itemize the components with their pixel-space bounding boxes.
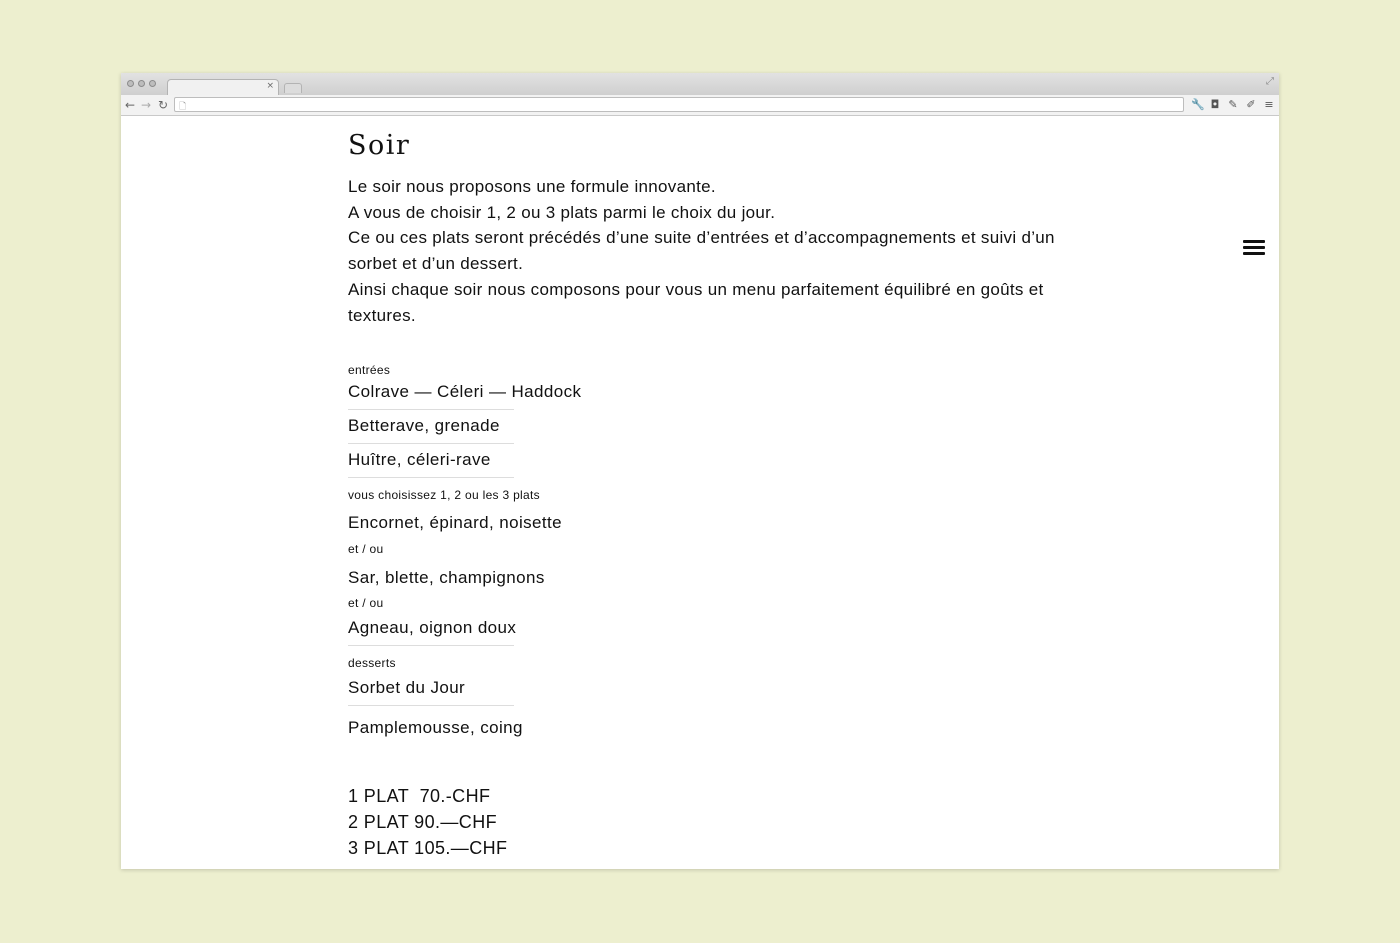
intro-paragraph: Ce ou ces plats seront précédés d’une suite d’entrées et d’accompagnements et suivi d’un sorbet et d’un dessert.	[348, 228, 1055, 274]
dish-main: Agneau, oignon doux	[348, 618, 517, 638]
wrench-icon[interactable]: 🔧	[1191, 98, 1205, 111]
price-line: 1 PLAT 70.-CHF	[348, 786, 491, 807]
and-or-label: et / ou	[348, 542, 384, 557]
and-or-label: et / ou	[348, 596, 384, 611]
price-list	[348, 784, 1068, 861]
intro-paragraph: Le soir nous proposons une formule innovante.	[348, 177, 716, 196]
dish-dessert: Sorbet du Jour	[348, 678, 466, 698]
page-title: Soir	[348, 130, 411, 161]
page-icon: 🗋	[179, 102, 187, 112]
browser-menu-icon[interactable]: ≡	[1264, 98, 1274, 111]
evernote-icon[interactable]: ✎	[1228, 98, 1238, 111]
pocket-icon[interactable]: ◘	[1210, 98, 1220, 111]
choice-label: vous choisissez 1, 2 ou les 3 plats	[348, 488, 540, 503]
reload-icon[interactable]: ↻	[158, 98, 169, 112]
hamburger-menu-icon[interactable]	[1243, 240, 1265, 256]
intro-paragraph: A vous de choisir 1, 2 ou 3 plats parmi le choix du jour.	[348, 202, 776, 222]
tab-close-icon[interactable]: ×	[266, 81, 274, 91]
divider	[348, 477, 514, 478]
entrees-label: entrées	[348, 363, 391, 378]
divider	[348, 409, 514, 410]
browser-tab[interactable]	[167, 79, 279, 95]
dish-entree: Colrave — Céleri — Haddock	[348, 382, 582, 402]
back-icon[interactable]: ←	[125, 98, 136, 112]
hamburger-bar	[1243, 246, 1265, 249]
zoom-window-button[interactable]	[149, 80, 156, 87]
browser-toolbar	[121, 95, 1279, 116]
new-tab-button[interactable]	[284, 83, 302, 93]
price-line: 2 PLAT 90.—CHF	[348, 811, 497, 832]
divider	[348, 705, 514, 706]
dish-dessert: Pamplemousse, coing	[348, 718, 523, 738]
price-line: 3 PLAT 105.—CHF	[348, 837, 508, 858]
address-bar[interactable]	[174, 97, 1184, 112]
hamburger-bar	[1243, 252, 1265, 255]
divider	[348, 443, 514, 444]
dish-entree: Betterave, grenade	[348, 416, 500, 436]
pin-icon[interactable]: ✐	[1246, 98, 1256, 111]
dish-main: Encornet, épinard, noisette	[348, 513, 562, 533]
close-window-button[interactable]	[127, 80, 134, 87]
divider	[348, 645, 514, 646]
menu-list	[348, 362, 1068, 738]
window-controls	[127, 80, 156, 87]
minimize-window-button[interactable]	[138, 80, 145, 87]
page-content	[348, 126, 1068, 861]
dish-main: Sar, blette, champignons	[348, 568, 545, 588]
intro-text	[348, 174, 1068, 328]
browser-window	[121, 73, 1279, 869]
desserts-label: desserts	[348, 656, 396, 671]
tab-strip	[121, 73, 1279, 95]
extension-icons	[1191, 97, 1275, 113]
intro-paragraph: Ainsi chaque soir nous composons pour vous un menu parfaitement équilibré en goûts et textures.	[348, 279, 1044, 325]
forward-icon[interactable]: →	[141, 98, 152, 112]
page-viewport	[121, 116, 1279, 869]
hamburger-bar	[1243, 240, 1265, 243]
fullscreen-icon[interactable]: ⤢	[1266, 76, 1274, 87]
dish-entree: Huître, céleri-rave	[348, 450, 491, 470]
